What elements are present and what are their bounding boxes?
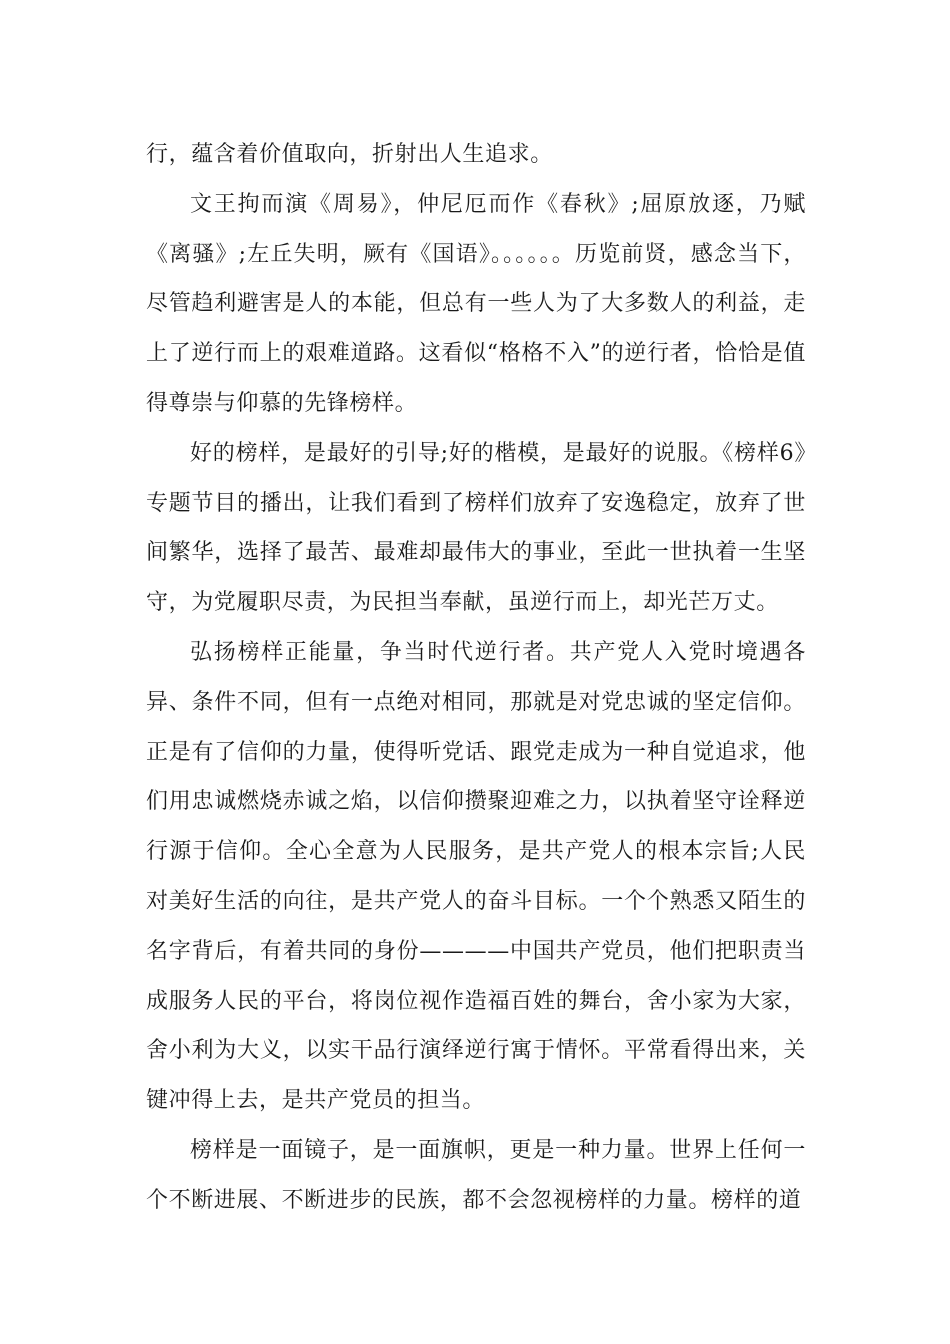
paragraph-mirror: 榜样是一面镜子，是一面旗帜，更是一种力量。世界上任何一个不断进展、不断进步的民族，都不会忽视榜样的力量。榜样的道 bbox=[146, 1137, 806, 1213]
document-body bbox=[146, 130, 806, 1226]
paragraph-continuation: 行，蕴含着价值取向，折射出人生追求。 bbox=[146, 142, 553, 167]
paragraph-positive-energy: 弘扬榜样正能量，争当时代逆行者。共产党人入党时境遇各异、条件不同，但有一点绝对相同，那就是对党忠诚的坚定信仰。正是有了信仰的力量，使得听党话、跟党走成为一种自觉追求，他们用忠诚燃烧赤诚之焰，以信仰攒聚迎难之力，以执着坚守诠释逆行源于信仰。全心全意为人民服务，是共产党人的根本宗旨;人民对美好生活的向往，是共产党人的奋斗目标。一个个熟悉又陌生的名字背后，有着共同的身份————中国共产党员，他们把职责当成服务人民的平台，将岗位视作造福百姓的舞台，舍小家为大家，舍小利为大义，以实干品行演绎逆行寓于情怀。平常看得出来，关键冲得上去，是共产党员的担当。 bbox=[146, 639, 806, 1114]
paragraph-sages: 文王拘而演《周易》，仲尼厄而作《春秋》;屈原放逐，乃赋《离骚》;左丘失明，厥有《国语》。。。。。。历览前贤，感念当下，尽管趋利避害是人的本能，但总有一些人为了大多数人的利益，走上了逆行而上的艰难道路。这看似“格格不入”的逆行者，恰恰是值得尊崇与仰慕的先锋榜样。 bbox=[146, 191, 806, 416]
paragraph-role-models: 好的榜样，是最好的引导;好的楷模，是最好的说服。《榜样6》专题节目的播出，让我们看到了榜样们放弃了安逸稳定，放弃了世间繁华，选择了最苦、最难却最伟大的事业，至此一世执着一生坚守，为党履职尽责，为民担当奉献，虽逆行而上，却光芒万丈。 bbox=[146, 440, 806, 616]
